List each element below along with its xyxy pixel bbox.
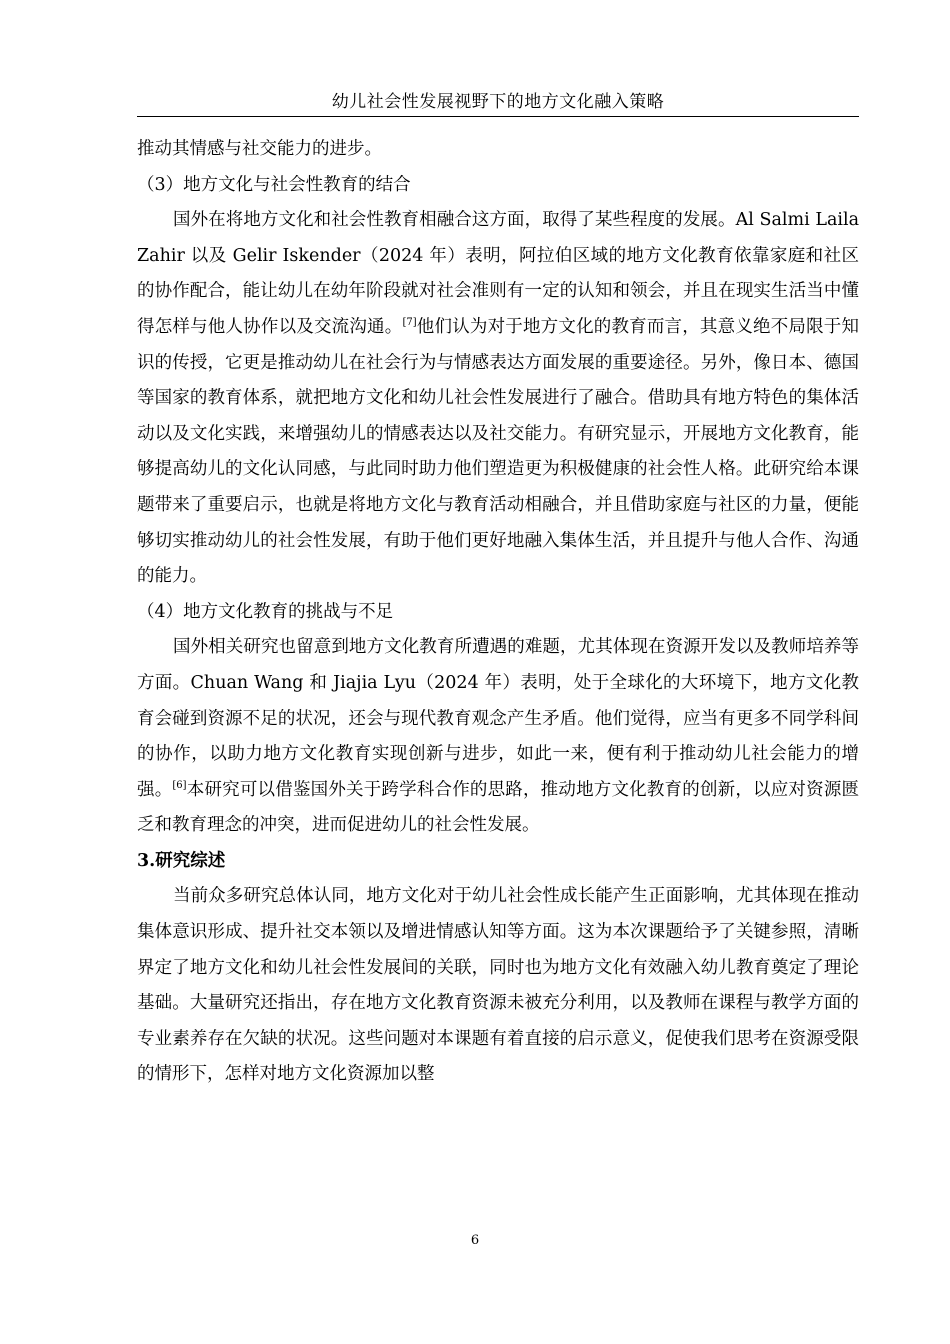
subheading-3: （3）地方文化与社会性教育的结合 <box>137 174 411 195</box>
section-heading: 3.研究综述 <box>137 850 226 871</box>
header-rule <box>137 116 859 117</box>
paragraph-continuation: 推动其情感与社交能力的进步。 <box>137 139 382 159</box>
subheading-4: （4）地方文化教育的挑战与不足 <box>137 601 394 622</box>
page-number: 6 <box>470 1233 480 1248</box>
paragraph-3: 当前众多研究总体认同，地方文化对于幼儿社会性成长能产生正面影响，尤其体现在推动集体意识形成、提升社交本领以及增进情感认知等方面。这为本次课题给予了关键参照，清晰界定了地方文化和幼儿社会性发展间的关联，同时也为地方文化有效融入幼儿教育奠定了理论基础。大量研究还指出，存在地方文化教育资源未被充分利用，以及教师在课程与教学方面的专业素养存在欠缺的状况。这些问题对本课题有着直接的启示意义，促使我们思考在资源受限的情形下，怎样对地方文化资源加以整 <box>137 886 859 1085</box>
running-header: 幼儿社会性发展视野下的地方文化融入策略 <box>331 92 665 112</box>
body-text <box>137 132 859 1093</box>
paragraph-1-part-b: 他们认为对于地方文化的教育而言，其意义绝不局限于知识的传授，它更是推动幼儿在社会行为与情感表达方面发展的重要途径。另外，像日本、德国等国家的教育体系，就把地方文化和幼儿社会性发展进行了融合。借助具有地方特色的集体活动以及文化实践，来增强幼儿的情感表达以及社交能力。有研究显示，开展地方文化教育，能够提高幼儿的文化认同感，与此同时助力他们塑造更为积极健康的社会性人格。此研究给本课题带来了重要启示，也就是将地方文化与教育活动相融合，并且借助家庭与社区的力量，便能够切实推动幼儿的社会性发展，有助于他们更好地融入集体生活，并且提升与他人合作、沟通的能力。 <box>137 316 860 587</box>
paragraph-1 <box>137 203 859 595</box>
paragraph-2 <box>137 630 859 844</box>
paragraph-2-part-a: 国外相关研究也留意到地方文化教育所遭遇的难题，尤其体现在资源开发以及教师培养等方面。Chuan Wang 和 Jiajia Lyu（2024 年）表明，处于全球化的大环境下，地方文化教育会碰到资源不足的状况，还会与现代教育观念产生矛盾。他们觉得，应当有更多不同学科间的协作，以助力地方文化教育实现创新与进步，如此一来，便有利于推动幼儿社会能力的增强。 <box>137 637 859 800</box>
citation-6: [6] <box>172 779 187 791</box>
paragraph-2-part-b: 本研究可以借鉴国外关于跨学科合作的思路，推动地方文化教育的创新，以应对资源匮乏和教育理念的冲突，进而促进幼儿的社会性发展。 <box>137 779 860 836</box>
citation-7: [7] <box>402 316 417 328</box>
paragraph-1-part-a: 国外在将地方文化和社会性教育相融合这方面，取得了某些程度的发展。Al Salmi Laila Zahir 以及 Gelir Iskender（2024 年）表明，阿拉伯区域的地方文化教育依靠家庭和社区的协作配合，能让幼儿在幼年阶段就对社会准则有一定的认知和领会，并且在现实生活当中懂得怎样与他人协作以及交流沟通。 <box>137 210 859 337</box>
